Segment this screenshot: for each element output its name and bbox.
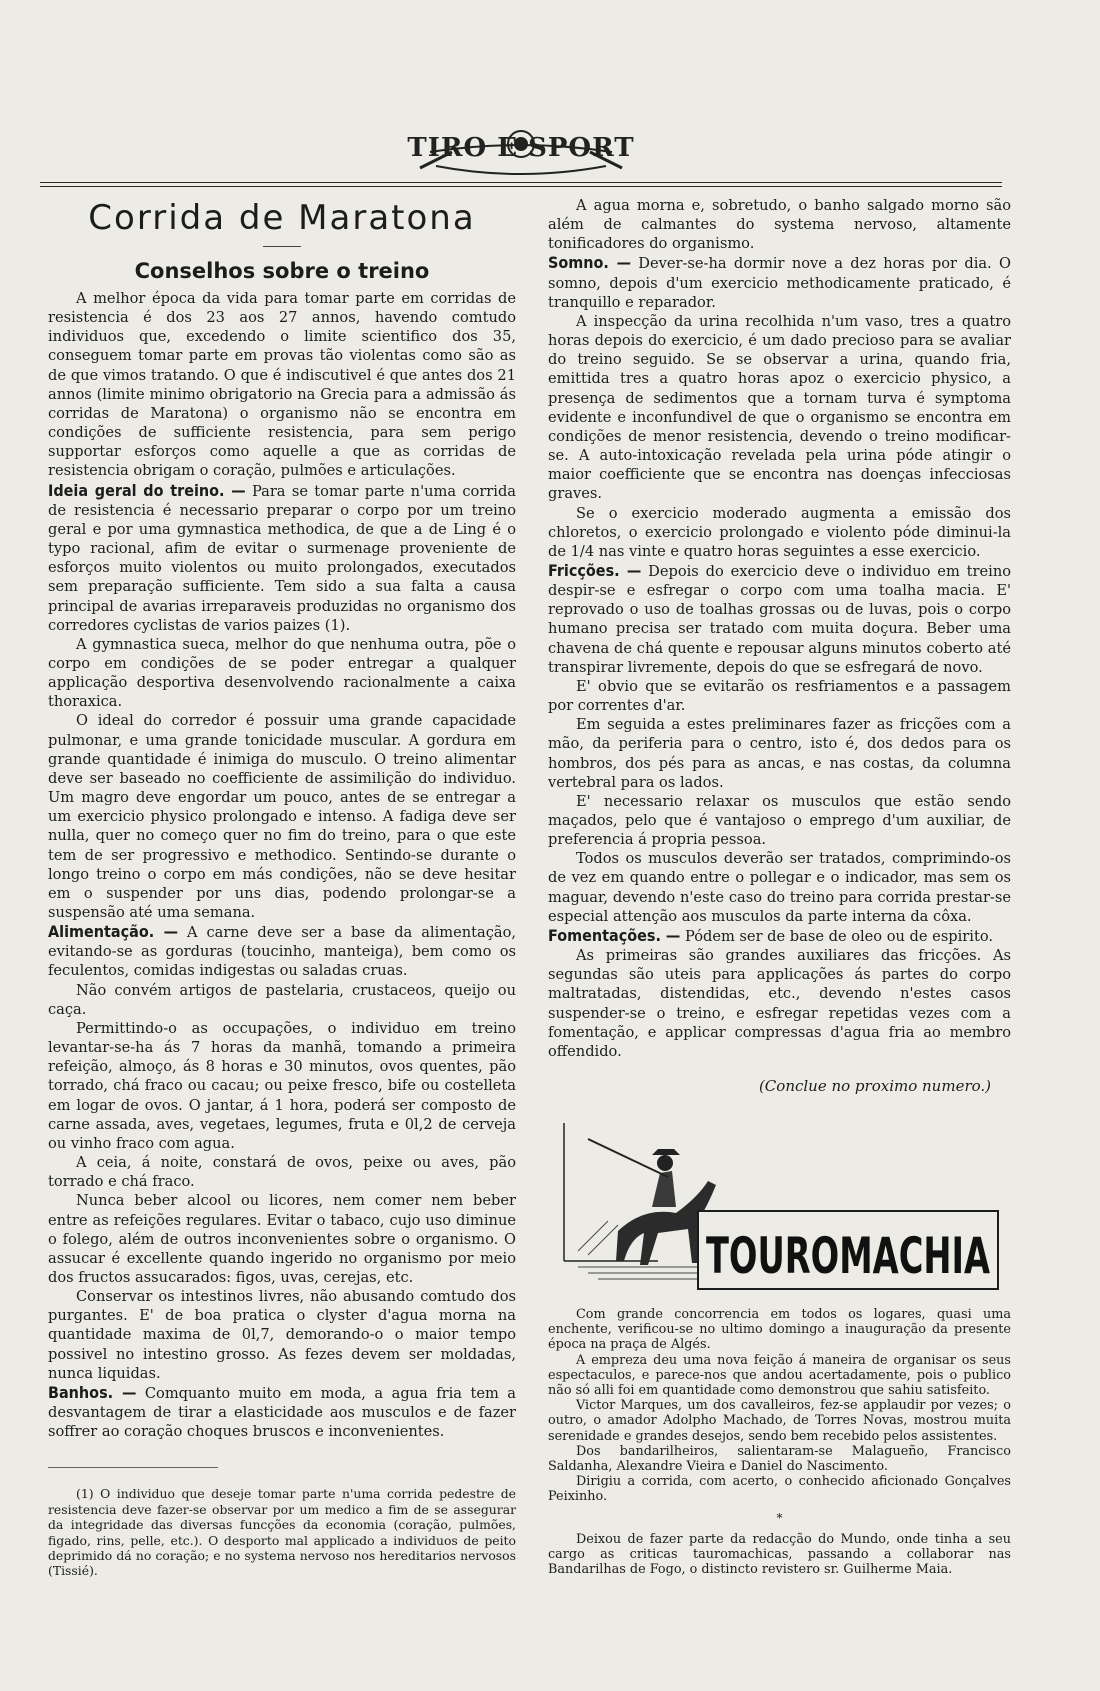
article-title: Corrida de Maratona [88, 198, 476, 238]
paragraph: A gymnastica sueca, melhor do que nenhuma outra, põe o corpo em condições de se poder entregar a qualquer applicação desportiva desenvolvendo racionalmente a caixa thoraxica. [48, 635, 516, 711]
paragraph: Dos bandarilheiros, salientaram-se Malagueño, Francisco Saldanha, Alexandre Vieira e Daniel do Nascimento. [548, 1443, 1011, 1475]
run-in-heading: Somno. — [548, 253, 631, 273]
paragraph-text: Para se tomar parte n'uma corrida de resistencia é necessario preparar o corpo por um treino geral e por uma gymnastica methodica, de que a de Ling é o typo racional, afim de evitar o surmenage proveniente de esforços muito violentos ou muito prolongados, executados sem preparação sufficiente. Tem sido a sua falta a causa principal de avarias irreparaveis produzidas no organismo dos corredores cyclistas de varios paizes (1). [48, 482, 516, 634]
title-rule [263, 246, 301, 247]
footnote-rule [48, 1467, 218, 1468]
paragraph: Permittindo-o as occupações, o individuo em treino levantar-se-ha ás 7 horas da manhã, tomando a primeira refeição, almoço, ás 8 horas e 30 minutos, ovos quentes, pão torrado, chá fraco ou cacau; ou peixe fresco, bife ou costelleta em logar de ovos. O jantar, á 1 hora, poderá ser composto de carne assada, aves, vegetaes, legumes, fruta e 0l,2 de cerveja ou vinho fraco com agua. [48, 1019, 516, 1152]
paragraph: Deixou de fazer parte da redacção do Mundo, onde tinha a seu cargo as criticas tauromachicas, passando a collaborar nas Bandarilhas de Fogo, o distincto revistero sr. Guilherme Maia. [548, 1531, 1011, 1578]
paragraph: A empreza deu uma nova feição á maneira de organisar os seus espectaculos, e parece-nos que andou acertadamente, pois o publico não só alli foi em quantidade como demonstrou que sahiu satisfeito. [548, 1352, 1011, 1399]
paragraph-text: Pódem ser de base de oleo ou de espirito. [680, 927, 993, 945]
paragraph-fomentacoes [548, 926, 1011, 946]
run-in-heading: Fomentações. — [548, 925, 681, 945]
paragraph: Dirigiu a corrida, com acerto, o conhecido aficionado Gonçalves Peixinho. [548, 1474, 1011, 1505]
masthead [0, 108, 1100, 182]
paragraph-ideia [48, 481, 516, 635]
left-column [48, 196, 516, 1579]
paragraph: A agua morna e, sobretudo, o banho salgado morno são além de calmantes do systema nervoso, altamente tonificadores do organismo. [548, 197, 1011, 253]
run-in-heading: Banhos. — [48, 1382, 137, 1402]
paragraph: A ceia, á noite, constará de ovos, peixe ou aves, pão torrado e chá fraco. [48, 1154, 516, 1191]
paragraph: Não convém artigos de pastelaria, crustaceos, queijo ou caça. [48, 981, 516, 1018]
masthead-rule-2 [40, 186, 1002, 187]
tauromachia-section [548, 1307, 1011, 1577]
paragraph: E' necessario relaxar os musculos que estão sendo maçados, pelo que é vantajoso o emprego d'um auxiliar, de preferencia á propria pessoa. [548, 792, 1011, 849]
paragraph: O ideal do corredor é possuir uma grande capacidade pulmonar, e uma grande tonicidade muscular. A gordura em grande quantidade é inimiga do musculo. O treino alimentar deve ser baseado no coefficiente de assimilição do individuo. Um magro deve engordar um pouco, antes de se entregar a um exercicio physico prolongado e intenso. A fadiga deve ser nulla, quer no começo quer no fim do treino, para o que este tem de ser progressivo e methodico. Sentindo-se durante o longo treino o corpo em más condições, não se deve hesitar em o suspender por uns dias, podendo prolongar-se a suspensão até uma semana. [48, 712, 516, 921]
tauromachia-banner [548, 1111, 1011, 1307]
masthead-rule [40, 182, 1002, 183]
right-column [548, 196, 1011, 1577]
paragraph-text: A carne deve ser a base da alimentação, evitando-se as gorduras (toucinho, manteiga), bem como os feculentos, comidas indigestas ou saladas cruas. [48, 924, 517, 980]
run-in-heading: Fricções. — [548, 560, 642, 580]
paragraph: As primeiras são grandes auxiliares das fricções. As segundas são uteis para applicações ás partes do corpo maltratadas, distendidas, etc., devendo n'estes casos suspender-se o treino, e esfregar repetidas vezes com a fomentação, e applicar compressas d'agua fria ao membro offendido. [548, 947, 1011, 1060]
continued-note: (Conclue no proximo numero.) [758, 1077, 991, 1096]
article-subtitle: Conselhos sobre o treino [134, 259, 430, 283]
masthead-logo-text: TIRO E SPORT [407, 133, 635, 163]
paragraph: Todos os musculos deverão ser tratados, comprimindo-os de vez em quando entre o pollegar e o indicador, mas sem os maguar, devendo n'este caso do treino para corrida prestar-se especial attenção aos musculos da parte interna da côxa. [548, 850, 1011, 925]
paragraph: Em seguida a estes preliminares fazer as fricções com a mão, da periferia para o centro, isto é, dos dedos para os hombros, dos pés para as ancas, e nas costas, da columna vertebral para os lados. [548, 716, 1011, 791]
run-in-heading: Alimentação. — [48, 922, 178, 942]
paragraph: Nunca beber alcool ou licores, nem comer nem beber entre as refeições regulares. Evitar o tabaco, cujo uso diminue o folego, além de outros inconvenientes sobre o organismo. O assucar é excellente quando ingerido no organismo por meio dos fructos assucarados: figos, uvas, cerejas, etc. [48, 1192, 516, 1286]
paragraph: E' obvio que se evitarão os resfriamentos e a passagem por correntes d'ar. [548, 677, 1011, 715]
paragraph: A inspecção da urina recolhida n'um vaso, tres a quatro horas depois do exercicio, é um dado precioso para se avaliar do treino seguido. Se se observar a urina, quando fria, emittida tres a quatro horas apoz o exercicio physico, a presença de sedimentos que a tornam turva é symptoma evidente e inconfundivel de que o organismo se encontra em condições de menor resistencia, devendo o treino modificar-se. A auto-intoxicação revelada pela urina póde atingir o maior coefficiente que se encontra nas doenças infecciosas graves. [548, 312, 1011, 503]
paragraph-banhos [48, 1383, 516, 1441]
paragraph: A melhor época da vida para tomar parte em corridas de resistencia é dos 23 aos 27 annos, havendo comtudo individuos que, excedendo o limite scientifico dos 35, conseguem tomar parte em provas tão violentas como são as de que vimos tratando. O que é indiscutivel é que antes dos 21 annos (limite minimo obrigatorio na Grecia para a admissão ás corridas de Maratona) o organismo não se encontra em condições de sufficiente resistencia, para sem perigo supportar esforços como aquelle a que as corridas de resistencia obrigam o coração, pulmões e articulações. [48, 290, 516, 480]
bullfighter-illustration [548, 1111, 1011, 1307]
paragraph: Se o exercicio moderado augmenta a emissão dos chloretos, o exercicio prolongado e violento póde diminui-la de 1/4 nas vinte e quatro horas seguintes a esse exercicio. [548, 504, 1011, 560]
paragraph-text: Depois do exercicio deve o individuo em treino despir-se e esfregar o corpo com uma toalha macia. E' reprovado o uso de toalhas grossas ou de luvas, pois o corpo humano precisa ser tratado com muita doçura. Beber uma chavena de chá quente e repousar alguns minutos coberto até transpirar livremente, depois do que se esfregará de novo. [548, 562, 1011, 676]
section-separator: * [776, 1510, 783, 1525]
run-in-heading: Ideia geral do treino. — [48, 480, 246, 500]
paragraph-friccoes [548, 561, 1011, 677]
paragraph-text: Dever-se-ha dormir nove a dez horas por dia. O somno, depois d'um exercicio methodicamente praticado, é tranquillo e reparador. [548, 255, 1011, 311]
paragraph-text: Comquanto muito em moda, a agua fria tem a desvantagem de tirar a elasticidade aos musculos e de fazer soffrer ao coração choques bruscos e inconvenientes. [48, 1384, 517, 1441]
paragraph-somno [548, 253, 1011, 311]
paragraph: Com grande concorrencia em todos os logares, quasi uma enchente, verificou-se no ultimo domingo a inauguração da presente época na praça de Algés. [548, 1307, 1011, 1353]
paragraph: Conservar os intestinos livres, não abusando comtudo dos purgantes. E' de boa pratica o clyster d'agua morna na quantidade maxima de 0l,7, demorando-o o maior tempo possivel no intestino grosso. As fezes devem ser moldadas, nunca liquidas. [48, 1288, 516, 1382]
paragraph: Victor Marques, um dos cavalleiros, fez-se applaudir por vezes; o outro, o amador Adolpho Machado, de Torres Novas, mostrou muita serenidade e grandes desejos, sendo bem recebido pelos assistentes. [548, 1398, 1011, 1444]
paragraph-alimentacao [48, 922, 516, 980]
tauromachia-heading: TOUROMACHIA [706, 1227, 991, 1286]
footnote: (1) O individuo que deseje tomar parte n'uma corrida pedestre de resistencia deve fazer-se observar por um medico a fim de se assegurar da integridade das diversas funcções da economia (coração, pulmões, figado, rins, pelle, etc.). O desporto mal applicado a individuos de peito deprimido dá no coração; e no systema nervoso nos hereditarios nervosos (Tissié). [48, 1486, 516, 1579]
masthead-logo [0, 108, 1100, 182]
